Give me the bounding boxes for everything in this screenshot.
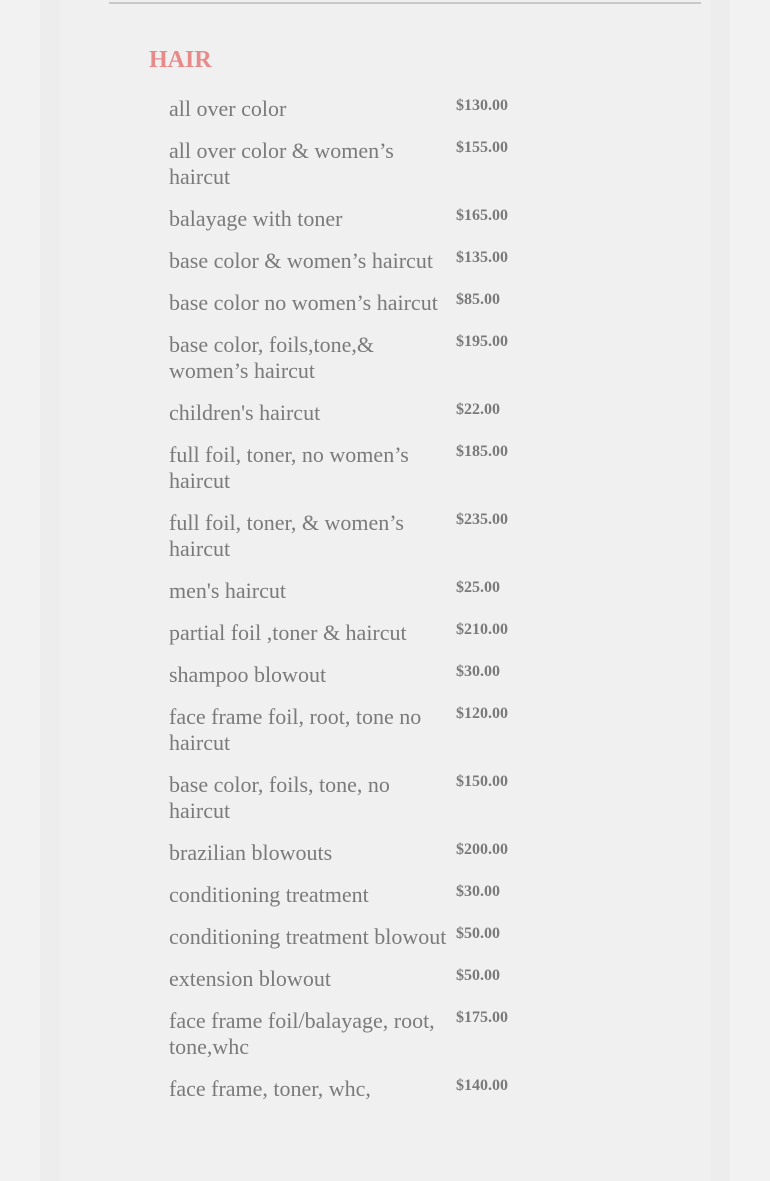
menu-item (169, 332, 569, 384)
menu-item (169, 620, 569, 646)
menu-item (169, 882, 569, 908)
menu-item-name: base color, foils,tone,& women’s haircut (169, 332, 375, 383)
menu-item-price: $140.00 (456, 1077, 508, 1094)
menu-item (169, 662, 569, 688)
menu-item-price: $235.00 (456, 511, 508, 528)
menu-item-price: $185.00 (456, 443, 508, 460)
menu-item-name: children's haircut (169, 400, 321, 425)
menu-item (169, 578, 569, 604)
menu-item-name: conditioning treatment blowout (169, 924, 447, 949)
menu-item (169, 96, 569, 122)
menu-item (169, 840, 569, 866)
menu-item-name: full foil, toner, no women’s haircut (169, 442, 409, 493)
menu-item-name: partial foil ,toner & haircut (169, 620, 407, 645)
content-panel (60, 0, 710, 1181)
menu-item-name: extension blowout (169, 966, 331, 991)
menu-item-name: face frame foil/balayage, root, tone,whc (169, 1008, 435, 1059)
menu-item-name: face frame, toner, whc, (169, 1076, 371, 1101)
menu-item (169, 510, 569, 562)
menu-item (169, 442, 569, 494)
menu-item-name: shampoo blowout (169, 662, 327, 687)
menu-item (169, 248, 569, 274)
menu-item (169, 1008, 569, 1060)
menu-item-name: conditioning treatment (169, 882, 369, 907)
menu-item (169, 400, 569, 426)
menu-item-name: full foil, toner, & women’s haircut (169, 510, 404, 561)
price-list (169, 96, 569, 1118)
divider-line (109, 2, 701, 4)
menu-item (169, 1076, 569, 1102)
menu-item-price: $135.00 (456, 249, 508, 266)
menu-item-price: $175.00 (456, 1009, 508, 1026)
menu-item-name: brazilian blowouts (169, 840, 333, 865)
menu-item-name: base color & women’s haircut (169, 248, 433, 273)
menu-item-name: face frame foil, root, tone no haircut (169, 704, 422, 755)
menu-item-price: $22.00 (456, 401, 500, 418)
menu-item-name: base color, foils, tone, no haircut (169, 772, 390, 823)
menu-item-name: balayage with toner (169, 206, 343, 231)
menu-item-price: $165.00 (456, 207, 508, 224)
menu-item-name: all over color & women’s haircut (169, 138, 394, 189)
menu-item-price: $210.00 (456, 621, 508, 638)
menu-item-name: base color no women’s haircut (169, 290, 438, 315)
menu-item-price: $155.00 (456, 139, 508, 156)
menu-item (169, 704, 569, 756)
menu-item-name: all over color (169, 96, 287, 121)
menu-item-price: $50.00 (456, 925, 500, 942)
menu-item (169, 138, 569, 190)
section-title: HAIR (149, 47, 212, 73)
menu-item-price: $30.00 (456, 663, 500, 680)
menu-item (169, 772, 569, 824)
menu-item-price: $120.00 (456, 705, 508, 722)
menu-item (169, 290, 569, 316)
menu-item-name: men's haircut (169, 578, 286, 603)
menu-item (169, 966, 569, 992)
menu-item-price: $195.00 (456, 333, 508, 350)
menu-item-price: $30.00 (456, 883, 500, 900)
menu-item-price: $85.00 (456, 291, 500, 308)
menu-item-price: $130.00 (456, 97, 508, 114)
menu-item-price: $25.00 (456, 579, 500, 596)
menu-item-price: $150.00 (456, 773, 508, 790)
menu-item-price: $50.00 (456, 967, 500, 984)
menu-item (169, 206, 569, 232)
page-background (40, 0, 730, 1181)
menu-item (169, 924, 569, 950)
menu-item-price: $200.00 (456, 841, 508, 858)
